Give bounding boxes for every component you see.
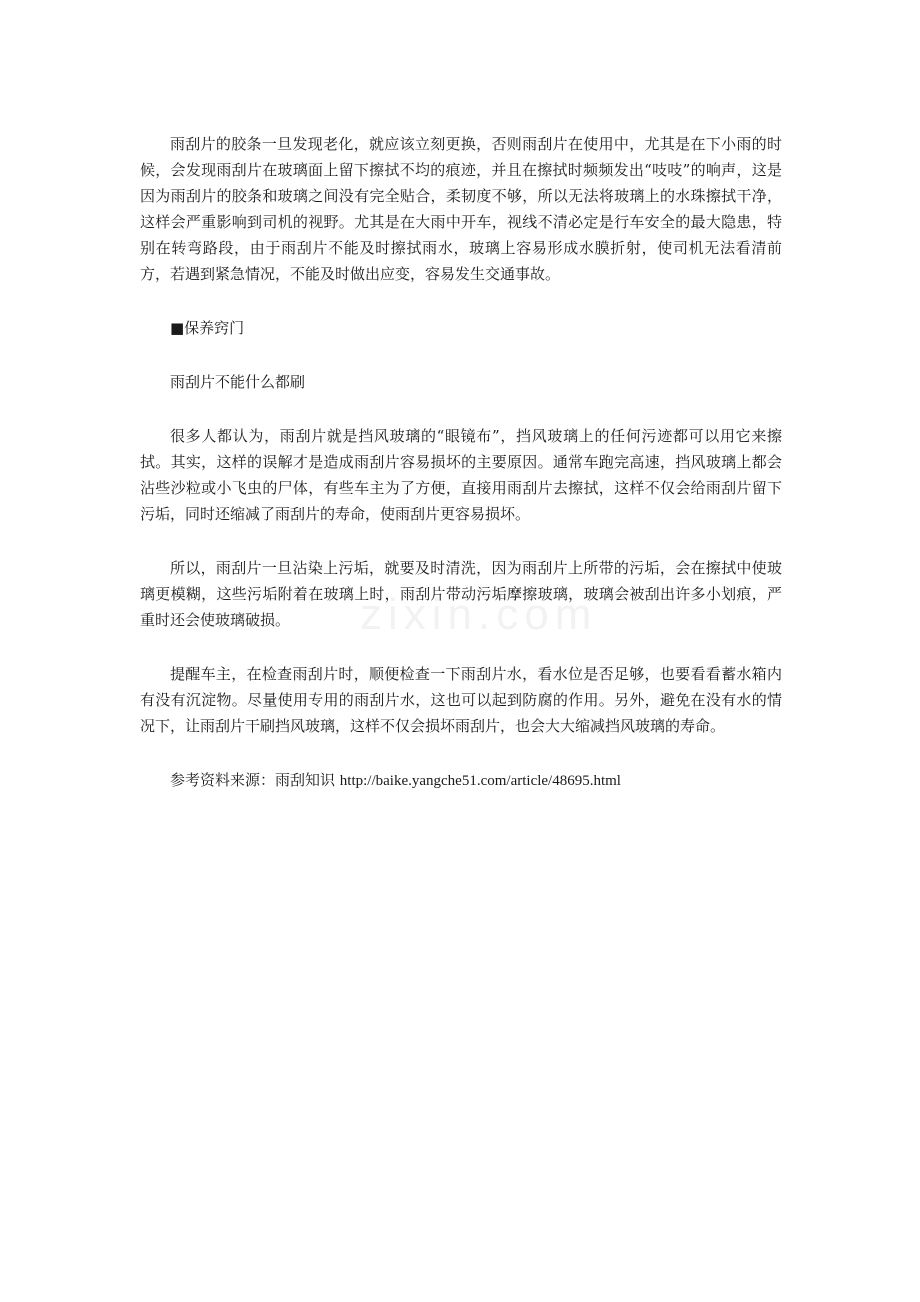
paragraph-misconception: 很多人都认为，雨刮片就是挡风玻璃的“眼镜布”，挡风玻璃上的任何污迹都可以用它来擦拭。其实，这样的误解才是造成雨刮片容易损坏的主要原因。通常车跑完高速，挡风玻璃上都会沾些沙粒或小飞虫的尸体，有些车主为了方便，直接用雨刮片去擦拭，这样不仅会给雨刮片留下污垢，同时还缩减了雨刮片的寿命，使雨刮片更容易损坏。 — [140, 427, 782, 523]
section-heading-maintenance-tips: ■保养窍门 — [170, 319, 245, 337]
paragraph-wiper-aging: 雨刮片的胶条一旦发现老化，就应该立刻更换，否则雨刮片在使用中，尤其是在下小雨的时候，会发现雨刮片在玻璃面上留下擦拭不均的痕迹，并且在擦拭时频频发出“吱吱”的响声，这是因为雨刮片的胶条和玻璃之间没有完全贴合，柔韧度不够，所以无法将玻璃上的水珠擦拭干净，这样会严重影响到司机的视野。尤其是在大雨中开车，视线不清必定是行车安全的最大隐患，特别在转弯路段，由于雨刮片不能及时擦拭雨水，玻璃上容易形成水膜折射，使司机无法看清前方，若遇到紧急情况，不能及时做出应变，容易发生交通事故。 — [140, 135, 782, 283]
document-body — [140, 131, 782, 794]
reference-source-label: 参考资料来源：雨刮知识 — [170, 771, 336, 789]
paragraph-cleaning: 所以，雨刮片一旦沾染上污垢，就要及时清洗，因为雨刮片上所带的污垢，会在擦拭中使玻璃更模糊，这些污垢附着在玻璃上时，雨刮片带动污垢摩擦玻璃，玻璃会被刮出许多小划痕，严重时还会使玻璃破损。 — [140, 559, 782, 629]
watermark: zixin.com — [360, 590, 598, 639]
paragraph-reminder: 提醒车主，在检查雨刮片时，顺便检查一下雨刮片水，看水位是否足够，也要看看蓄水箱内有没有沉淀物。尽量使用专用的雨刮片水，这也可以起到防腐的作用。另外，避免在没有水的情况下，让雨刮片干刷挡风玻璃，这样不仅会损坏雨刮片，也会大大缩减挡风玻璃的寿命。 — [140, 665, 782, 735]
reference-source-link[interactable]: http://baike.yangche51.com/article/48695.html — [339, 773, 621, 789]
reference-source — [140, 767, 782, 794]
subheading-wiper-not-for-everything: 雨刮片不能什么都刷 — [170, 373, 306, 391]
